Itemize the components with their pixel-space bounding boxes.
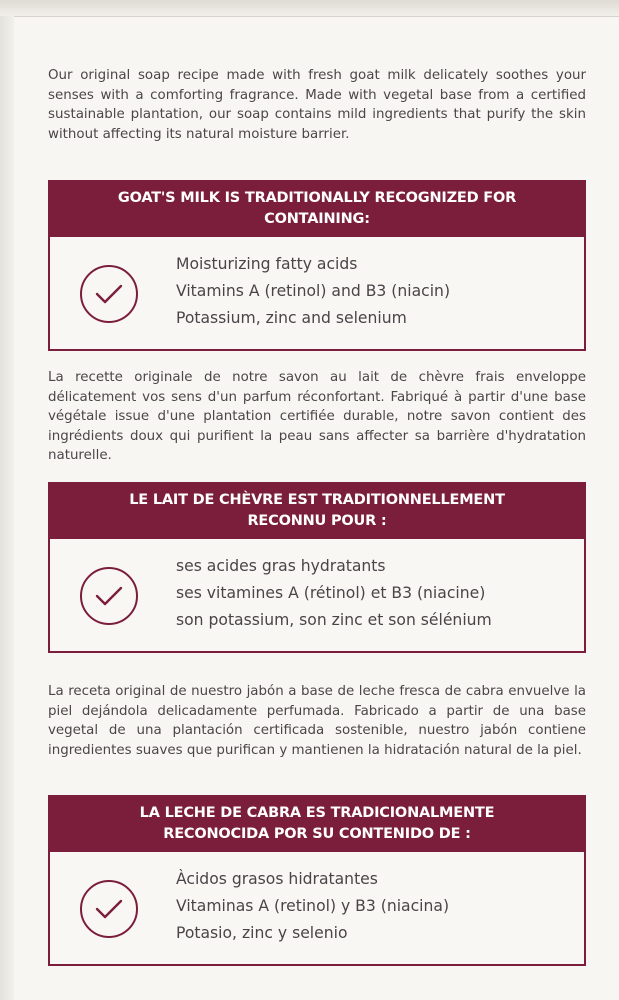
list-item: Potassium, zinc and selenium [176,309,407,327]
list-item: Moisturizing fatty acids [176,255,358,273]
spanish-benefits-list [176,866,449,947]
spanish-section [48,682,586,760]
check-circle-icon [78,263,140,325]
check-circle-icon [78,565,140,627]
list-item: son potassium, son zinc et son sélénium [176,611,492,629]
list-item: Àcidos grasos hidratantes [176,870,378,888]
french-box-body [50,539,584,651]
french-description: La recette originale de notre savon au lait de chèvre frais enveloppe délicatement vos sens d'un parfum réconfortant. Fabriqué à partir d'une base végétale issue d'une plantation certifiée durable, notre savon contient des ingrédients doux qui purifient la peau sans affecter sa barrière d'hydratation naturelle. [48,370,586,463]
list-item: Vitamins A (retinol) and B3 (niacin) [176,282,451,300]
spanish-description: La receta original de nuestro jabón a base de leche fresca de cabra envuelve la piel dejándola delicadamente perfumada. Fabricado a partir de una base vegetal de una plantación certificada sostenible, nuestro jabón contiene ingredientes suaves que purifican y mantienen la hidratación natural de la piel. [48,684,586,758]
list-item: Vitaminas A (retinol) y B3 (niacina) [176,897,450,915]
english-section [48,66,586,144]
french-box-title: LE LAIT DE CHÈVRE EST TRADITIONNELLEMENT RECONNU POUR : [50,484,584,539]
french-section [48,368,586,466]
list-item: ses vitamines A (rétinol) et B3 (niacine) [176,584,486,602]
list-item: Potasio, zinc y selenio [176,924,348,942]
english-description: Our original soap recipe made with fresh goat milk delicately soothes your senses with a comforting fragrance. Made with vegetal base from a certified sustainable plantation, our soap contains mild ingredients that purify the skin without affecting its natural moisture barrier. [48,68,586,142]
list-item: ses acides gras hydratants [176,557,386,575]
spanish-box-body [50,852,584,964]
spanish-benefits-box [48,795,586,966]
english-benefits-box [48,180,586,351]
english-benefits-list [176,251,450,332]
spanish-box-title: LA LECHE DE CABRA ES TRADICIONALMENTE RECONOCIDA POR SU CONTENIDO DE : [50,797,584,852]
english-box-body [50,237,584,349]
check-circle-icon [78,878,140,940]
package-top-flap [0,0,619,17]
english-box-title: GOAT'S MILK IS TRADITIONALLY RECOGNIZED FOR CONTAINING: [50,182,584,237]
package-left-edge [0,16,14,1000]
french-benefits-box [48,482,586,653]
french-benefits-list [176,553,492,634]
